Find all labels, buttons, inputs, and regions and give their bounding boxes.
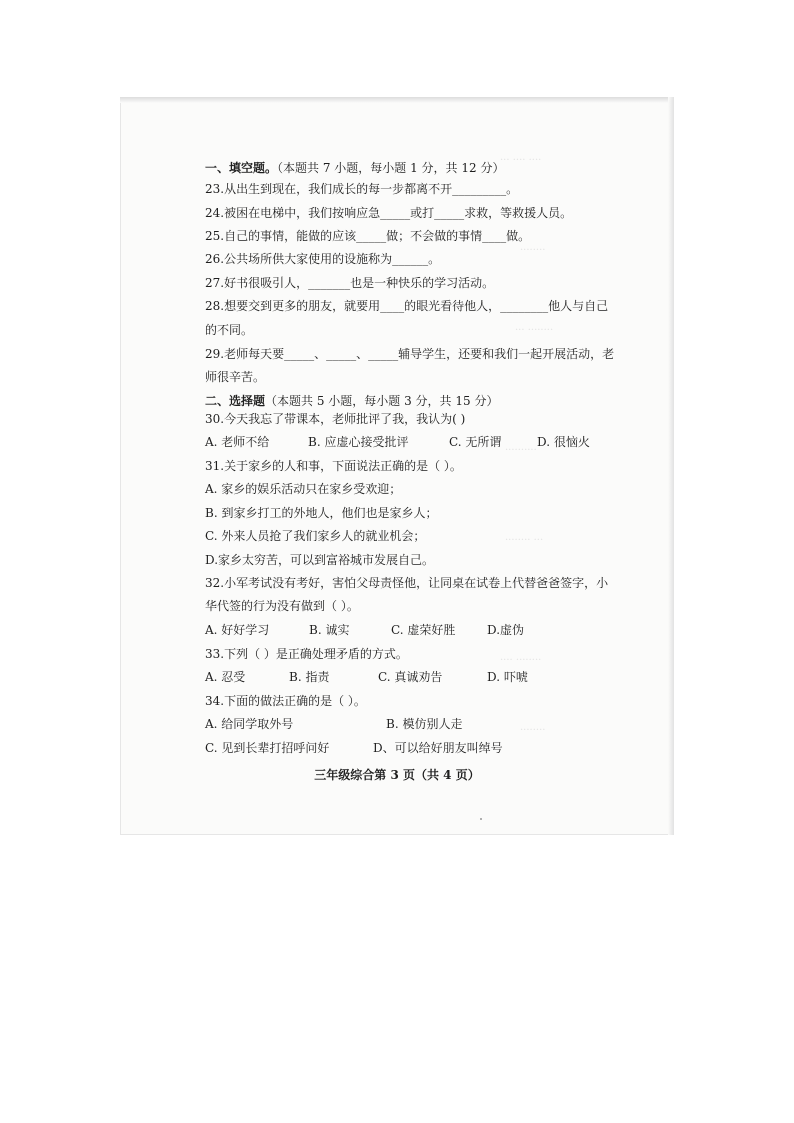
scan-speck	[480, 818, 482, 820]
question-27: 27.好书很吸引人，_______也是一种快乐的学习活动。	[205, 276, 495, 290]
question-31-option-a: A. 家乡的娱乐活动只在家乡受欢迎；	[205, 482, 402, 496]
question-24: 24.被困在电梯中，我们按响应急_____或打_____求救，等救援人员。	[205, 206, 573, 220]
section-heading-choice	[205, 393, 498, 409]
question-25: 25.自己的事情，能做的应该_____做；不会做的事情____做。	[205, 229, 531, 243]
question-31-option-b: B. 到家乡打工的外地人，他们也是家乡人；	[205, 506, 438, 520]
option-d: D. 吓唬	[487, 670, 528, 684]
bleed-through-mark: ········	[520, 245, 546, 256]
bleed-through-mark: ··········	[505, 445, 537, 456]
option-c: C. 真诚劝告	[378, 670, 443, 684]
question-30: 30.今天我忘了带课本，老师批评了我，我认为( )	[205, 412, 466, 426]
question-33: 33.下列（ ）是正确处理矛盾的方式。	[205, 647, 408, 661]
section-note: （本题共 7 小题，每小题 1 分，共 12 分）	[277, 161, 505, 175]
option-c: C. 虚荣好胜	[391, 623, 456, 637]
question-31-option-c: C. 外来人员抢了我们家乡人的就业机会；	[205, 529, 426, 543]
option-d: D. 很恼火	[537, 435, 590, 449]
question-32-continued: 华代签的行为没有做到（ ）。	[205, 599, 359, 613]
section-note: （本题共 5 小题，每小题 3 分，共 15 分）	[265, 394, 499, 408]
section-title: 一、填空题。	[205, 161, 278, 175]
bleed-through-mark: ··· ···· ····	[500, 155, 542, 166]
option-b: B. 应虚心接受批评	[308, 435, 409, 449]
option-b: B. 模仿别人走	[386, 717, 463, 731]
option-b: B. 诚实	[309, 623, 350, 637]
question-29: 29.老师每天要_____、_____、_____辅导学生，还要和我们一起开展活动，老	[205, 347, 615, 361]
question-34: 34.下面的做法正确的是（ ）。	[205, 694, 366, 708]
question-28: 28.想要交到更多的朋友，就要用____的眼光看待他人，________他人与自己	[205, 299, 609, 313]
option-c: C. 无所谓	[449, 435, 502, 449]
section-title: 二、选择题	[205, 394, 266, 408]
option-a: A. 忍受	[205, 670, 246, 684]
bleed-through-mark: ···· ········	[500, 655, 542, 666]
question-26: 26.公共场所供大家使用的设施称为______。	[205, 252, 441, 266]
option-b: B. 指责	[289, 670, 330, 684]
option-d: D.虚伪	[487, 623, 525, 637]
option-a: A. 好好学习	[205, 623, 270, 637]
question-28-continued: 的不同。	[205, 323, 254, 337]
question-29-continued: 师很辛苦。	[205, 370, 266, 384]
option-a: A. 给同学取外号	[205, 717, 294, 731]
bleed-through-mark: ··· ········	[515, 325, 554, 336]
question-32: 32.小军考试没有考好，害怕父母责怪他，让同桌在试卷上代替爸爸签字，小	[205, 576, 609, 590]
question-23: 23.从出生到现在，我们成长的每一步都离不开_________。	[205, 182, 519, 196]
question-31-option-d: D.家乡太穷苦，可以到富裕城市发展自己。	[205, 553, 435, 567]
bleed-through-mark: ········ ···	[505, 535, 544, 546]
bleed-through-mark: ········	[520, 725, 546, 736]
option-c: C. 见到长辈打招呼问好	[205, 741, 330, 755]
question-31: 31.关于家乡的人和事，下面说法正确的是（ ）。	[205, 459, 462, 473]
page-footer: 三年级综合第 3 页（共 4 页）	[314, 768, 480, 782]
option-d: D、可以给好朋友叫绰号	[373, 741, 503, 755]
option-a: A. 老师不给	[205, 435, 270, 449]
section-heading-fill	[205, 160, 504, 176]
